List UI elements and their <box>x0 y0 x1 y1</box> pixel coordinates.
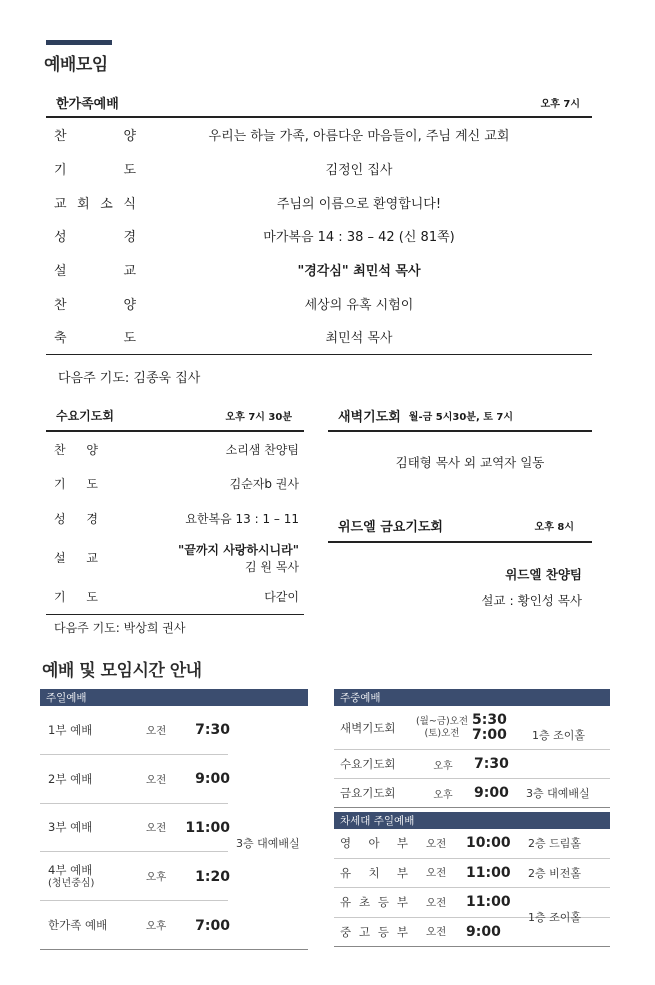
order-value: 요한복음 13 : 1 – 11 <box>185 511 299 526</box>
dept-ampm: 오전 <box>426 867 447 880</box>
order-label: 찬 양 <box>54 297 136 313</box>
weekday-row: 금요기도회 오후 9:00 3층 대예배실 <box>334 779 610 808</box>
wednesday-order-row <box>46 467 304 502</box>
wednesday-order-row <box>46 501 304 536</box>
service-time: 7:00 <box>195 917 230 934</box>
family-worship-time: 오후 7시 <box>540 98 580 110</box>
friday-preacher: 설교 : 황인성 목사 <box>481 593 582 608</box>
wednesday-header <box>46 400 304 432</box>
family-worship-header <box>46 88 592 118</box>
dept-ampm: 오전 <box>426 926 447 939</box>
order-value: 세상의 유혹 시험이 <box>304 297 414 313</box>
family-worship-title: 한가족예배 <box>56 96 119 112</box>
weekday-dawn-location: 1층 조이홀 <box>532 728 585 742</box>
family-order-row <box>46 219 592 253</box>
order-label: 기 도 <box>54 590 98 605</box>
order-value: 마가복음 14 : 38 – 42 (신 81쪽) <box>263 230 455 246</box>
friday-header <box>328 509 592 543</box>
service-name: 4부 예배 (청년중심) <box>48 862 95 889</box>
order-value: 주님의 이름으로 환영합니다! <box>276 196 442 212</box>
wednesday-order-row <box>46 536 304 580</box>
friday-title: 위드엘 금요기도회 <box>338 519 443 535</box>
family-worship-section <box>46 88 592 386</box>
dawn-header <box>328 400 592 432</box>
order-label: 성 경 <box>54 230 136 246</box>
order-value: "경각심" 최민석 목사 <box>297 264 421 280</box>
title-accent-bar <box>46 40 112 45</box>
dawn-leader: 김태형 목사 외 교역자 일동 <box>395 455 545 470</box>
sunday-row <box>40 706 308 755</box>
order-value: 김정인 집사 <box>325 163 393 179</box>
dept-time: 11:00 <box>466 864 511 881</box>
order-label: 기 도 <box>54 477 98 492</box>
dept-name: 영 아 부 <box>340 836 408 851</box>
sunday-rows <box>40 706 308 950</box>
wednesday-order-row <box>46 580 304 615</box>
order-label: 설 교 <box>54 551 98 565</box>
sunday-schedule-table <box>40 689 308 950</box>
sunday-row <box>40 755 308 804</box>
weekday-dawn-name: 새벽기도회 <box>340 720 396 735</box>
order-label: 찬 양 <box>54 442 98 457</box>
service-time: 1:20 <box>195 868 230 885</box>
service-name: 1부 예배 <box>48 722 93 737</box>
family-order-row <box>46 320 592 354</box>
wednesday-order-row <box>46 432 304 467</box>
weekday-dawn-time: 5:30 7:00 <box>472 711 507 743</box>
family-order-row <box>46 286 592 320</box>
service-ampm: 오후 <box>146 920 167 933</box>
family-next-prayer: 다음주 기도: 김종욱 집사 <box>58 370 201 386</box>
weekday-dawn-row <box>334 706 610 750</box>
dawn-time: 월-금 5시30분, 토 7시 <box>408 411 513 423</box>
order-value: 우리는 하늘 가족, 아름다운 마음들이, 주님 계신 교회 <box>208 129 510 145</box>
weekday-row: 수요기도회 오후 7:30 <box>334 750 610 779</box>
dawn-title: 새벽기도회 <box>338 409 401 425</box>
friday-prayer-section <box>328 509 592 609</box>
wednesday-prayer-section <box>46 400 304 636</box>
service-name: 한가족 예배 <box>48 918 108 933</box>
next-gen-row <box>334 829 610 859</box>
service-ampm: 오후 <box>146 871 167 884</box>
wednesday-title: 수요기도회 <box>56 408 114 423</box>
sermon-preacher: 김 원 목사 <box>245 559 299 574</box>
service-time: 7:30 <box>195 722 230 739</box>
wednesday-time: 오후 7시 30분 <box>225 411 292 423</box>
service-ampm: 오전 <box>146 724 167 737</box>
order-value: 소리샘 찬양팀 <box>225 442 299 457</box>
family-order-row <box>46 152 592 186</box>
order-label: 찬 양 <box>54 129 136 145</box>
sunday-heading: 주일예배 <box>40 689 308 706</box>
family-order-row <box>46 185 592 219</box>
wednesday-next-prayer: 다음주 기도: 박상희 권사 <box>54 621 186 635</box>
weekday-schedule-table <box>334 689 610 947</box>
service-ampm: 오전 <box>146 822 167 835</box>
wednesday-order <box>46 432 304 615</box>
weekday-dawn-ampm: (월~금)오전 (토)오전 <box>415 715 469 739</box>
weekday-heading: 주중예배 <box>334 689 610 706</box>
order-label: 기 도 <box>54 163 136 179</box>
friday-team: 위드엘 찬양팀 <box>505 567 582 582</box>
dept-name: 중 고 등 부 <box>340 924 408 939</box>
next-gen-heading: 차세대 주일예배 <box>334 812 610 829</box>
dept-location: 2층 비전홀 <box>528 866 581 880</box>
dept-name: 유 초 등 부 <box>340 895 408 910</box>
family-order-row <box>46 118 592 152</box>
service-name: 3부 예배 <box>48 820 93 835</box>
order-label: 교 회 소 식 <box>54 196 136 212</box>
next-gen-rows <box>334 829 610 947</box>
next-gen-row <box>334 859 610 889</box>
order-label: 성 경 <box>54 511 98 526</box>
dept-location: 2층 드림홀 <box>528 837 581 851</box>
order-label: 축 도 <box>54 331 136 347</box>
order-value: 김순자b 권사 <box>229 477 299 492</box>
family-order-row <box>46 253 592 287</box>
next-gen-row <box>334 888 610 925</box>
sunday-row <box>40 901 308 950</box>
page-title: 예배모임 <box>44 55 108 75</box>
service-time: 11:00 <box>185 819 230 836</box>
schedule-title: 예배 및 모임시간 안내 <box>42 661 202 681</box>
service-time: 9:00 <box>195 771 230 788</box>
dawn-prayer-section <box>328 400 592 492</box>
dept-name: 유 치 부 <box>340 865 408 880</box>
service-name: 2부 예배 <box>48 771 93 786</box>
family-worship-order <box>46 118 592 355</box>
sermon-title: "끝까지 사랑하시니라" <box>177 542 299 557</box>
service-ampm: 오전 <box>146 773 167 786</box>
dept-time: 9:00 <box>466 923 501 940</box>
dept-time: 10:00 <box>466 835 511 852</box>
dept-time: 11:00 <box>466 894 511 911</box>
order-value: 다같이 <box>264 590 299 605</box>
order-value: 최민석 목사 <box>325 331 393 347</box>
sunday-location: 3층 대예배실 <box>236 837 300 850</box>
dept-location: 1층 조이홀 <box>528 911 581 925</box>
order-label: 설 교 <box>54 264 136 280</box>
friday-time: 오후 8시 <box>534 521 574 533</box>
dept-ampm: 오전 <box>426 837 447 850</box>
dept-ampm: 오전 <box>426 896 447 909</box>
sunday-row <box>40 852 308 901</box>
